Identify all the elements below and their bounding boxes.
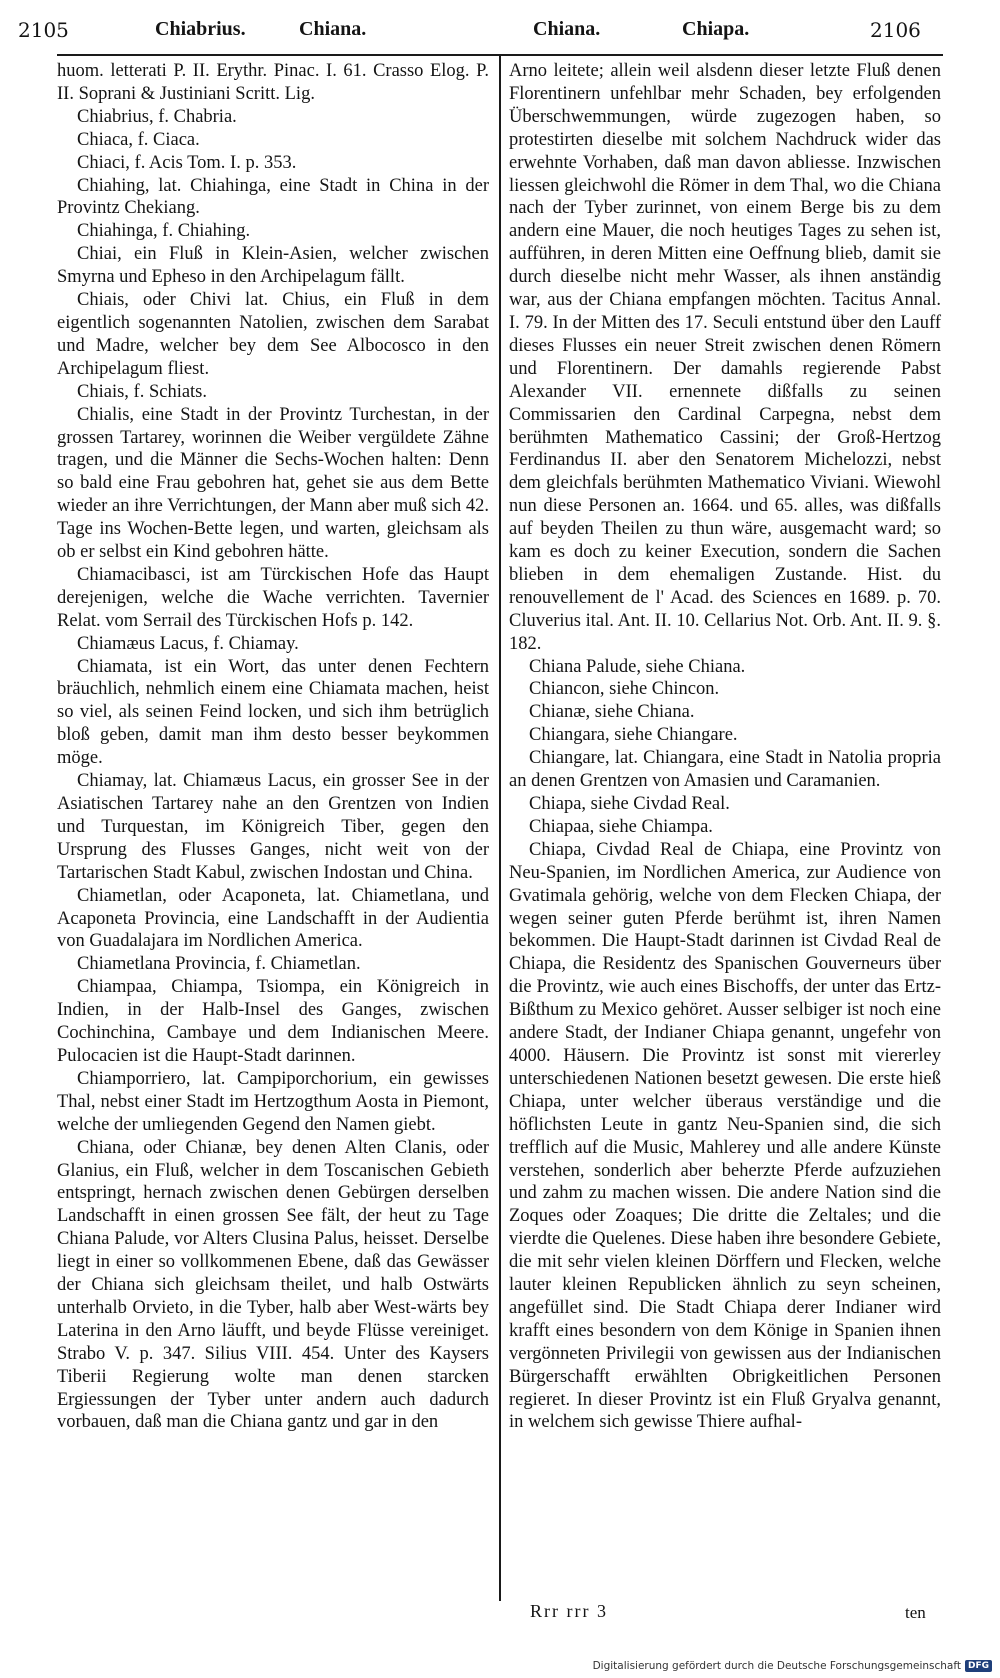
dictionary-entry: Chiamporriero, lat. Campiporchorium, ein gewisses Thal, nebst einer Stadt im Hertzogthum Aosta in Piemont, welche der umliegenden Gegend den Namen giebt.: [57, 1068, 489, 1135]
footer-text: Digitalisierung gefördert durch die Deutsche Forschungsgemeinschaft: [592, 1660, 961, 1672]
header-word-4: Chiapa.: [682, 18, 750, 40]
dictionary-entry: Chiai, ein Fluß in Klein-Asien, welcher zwischen Smyrna und Epheso in den Archipelagum fällt.: [57, 244, 489, 288]
dictionary-entry: Chiais, f. Schiats.: [77, 381, 208, 402]
left-column: [57, 60, 489, 1434]
column-divider: [499, 56, 501, 1601]
dictionary-entry: Chiapa, Civdad Real de Chiapa, eine Provintz von Neu-Spanien, im Nordlichen America, zur Audience von Gvatimala gehörig, welche von dem Flecken Chiapa, der wegen seiner guten Pferde berühmt ist, ihren Namen bekommen. Die Haupt-Stadt darinnen ist Civdad Real de Chiapa, die Residentz des Spanischen Gouverneurs über die Provintz, wie auch eines Bischoffs, der unter das Ertz-Bißthum zu Mexico gehöret. Ausser selbiger ist noch eine andere Stadt, der Indianer Chiapa genannt, ungefehr von 4000. Häusern. Die Provintz ist sonst mit viererley unterschiedenen Nationen besetzt gewesen. Die erste hieß Chiapa, unter welcher überaus verständige und die höflichsten Leute in gantz Neu-Spanien sind, die sich trefflich auf die Music, Mahlerey und alle andere Künste verstehen, sonderlich aber beherzte Pferde aufzuziehen und zahm zu machen wissen. Die andere Nation sind die Zoques oder Zoaques; Die dritte die Zeltales; und die vierdte die Quelenes. Diese haben ihre besondere Gebiete, die mit sehr vielen kleinen Dörffern und Flecken, welche lauter kleinen Republicken ähnlich zu seyn scheinen, angefüllet sind. Die Stadt Chiapa derer Indianer wird krafft eines besondern von dem Könige in Spanien ihnen vergönneten Privilegii von gewissen aus der Indianischen Bürgerschafft erwählten Obrigkeitlichen Personen regieret. In dieser Provintz ist ein Fluß Gryalva genannt, in welchem sich gewisse Thiere aufhal-: [509, 839, 941, 1433]
dictionary-entry: Chianæ, siehe Chiana.: [529, 702, 695, 723]
dictionary-entry: huom. letterati P. II. Erythr. Pinac. I. 61. Crasso Elog. P. II. Soprani & Justiniani Scritt. Lig.: [57, 61, 489, 104]
dictionary-entry: Chiametlan, oder Acaponeta, lat. Chiametlana, und Acaponeta Provincia, eine Landschafft in der Audientia von Guadalajara im Nordlichen America.: [57, 885, 489, 952]
page-number-right: 2106: [870, 18, 921, 42]
dictionary-entry: Chiana, oder Chianæ, bey denen Alten Clanis, oder Glanius, ein Fluß, welcher in dem Toscanischen Gebieth entspringt, hernach zwischen denen Gebürgen derselben Landschafft in einen grossen See fält, der heut zu Tage Chiana Palude, vor Alters Clusina Palus, heisset. Derselbe liegt in einer so vollkommenen Ebene, daß das Gewässer der Chiana sich gleichsam theilet, und halb Ostwärts unterhalb Orvieto, in die Tyber, halb aber West-wärts bey Laterina in den Arno läufft, und beyde Flüsse vereiniget. Strabo V. p. 347. Silius VIII. 454. Unter des Kaysers Tiberii Regierung wolte man denen starcken Ergiessungen der Tyber unter andern auch dadurch vorbauen, daß man die Chiana gantz und gar in den: [57, 1137, 489, 1433]
right-column: [509, 60, 941, 1434]
running-header: [14, 6, 944, 46]
dictionary-entry: Chiamacibasci, ist am Türckischen Hofe das Haupt derejenigen, welche die Wache verrichten. Tavernier Relat. vom Serrail des Türckischen Hofs p. 142.: [57, 564, 489, 631]
header-word-2: Chiana.: [299, 18, 367, 40]
dictionary-entry: Chiabrius, f. Chabria.: [77, 106, 237, 127]
catchword: ten: [905, 1603, 926, 1622]
header-word-1: Chiabrius.: [155, 18, 246, 40]
dictionary-entry: Chiaca, f. Ciaca.: [77, 129, 200, 150]
dictionary-entry: Chiamata, ist ein Wort, das unter denen Fechtern bräuchlich, nehmlich einem eine Chiamata machen, heist so viel, als seinen Feind locken, und sich ihm betrüglich bloß geben, damit man ihm desto besser beykommen möge.: [57, 656, 489, 769]
dictionary-entry: Chiapa, siehe Civdad Real.: [529, 794, 730, 814]
dictionary-entry: Chiampaa, Chiampa, Tsiompa, ein Königreich in Indien, in der Halb-Insel des Ganges, zwischen Cochinchina, Cambaye und dem Indianischen Meere. Pulocacien ist die Haupt-Stadt darinnen.: [57, 977, 489, 1066]
dictionary-entry: Chiangara, siehe Chiangare.: [529, 725, 738, 746]
dictionary-entry: Chiaci, f. Acis Tom. I. p. 353.: [77, 152, 297, 173]
dictionary-entry: Chiancon, siehe Chincon.: [529, 679, 720, 700]
dictionary-entry: Chiametlana Provincia, f. Chiametlan.: [77, 954, 361, 975]
footer-credit: [593, 1659, 992, 1673]
dfg-logo: DFG: [965, 1660, 992, 1672]
dictionary-entry: Chialis, eine Stadt in der Provintz Turchestan, in der grossen Tartarey, worinnen die Weiber vergüldete Zähne tragen, und die Männer die Sechs-Wochen halten: Denn so bald eine Frau gebohren hat, gehet sie aus dem Bette wieder an ihre Verrichtungen, der Mann aber muß sich 42. Tage ins Wochen-Bette legen, und warten, gleichsam als ob er selbst ein Kind gebohren hätte.: [57, 404, 489, 563]
signature-mark: Rrr rrr 3: [530, 1601, 608, 1621]
dictionary-entry: Chiana Palude, siehe Chiana.: [529, 656, 746, 677]
dictionary-entry: Chiapaa, siehe Chiampa.: [529, 816, 713, 837]
dictionary-entry: Chiangare, lat. Chiangara, eine Stadt in Natolia propria an denen Grentzen von Amasien und Caramanien.: [509, 748, 941, 792]
dictionary-entry: Chiamay, lat. Chiamæus Lacus, ein grosser See in der Asiatischen Tartarey nahe an den Grentzen von Indien und Turquestan, im Königreich Tiber, gegen den Ursprung des Flusses Ganges, nicht weit von der Tartarischen Stadt Kabul, zwischen Indostan und China.: [57, 771, 489, 883]
dictionary-entry: Chiahinga, f. Chiahing.: [77, 221, 251, 242]
dictionary-entry: Arno leitete; allein weil alsdenn dieser letzte Fluß denen Florentinern unfehlbar mehr Schaden, bey erfolgenden Überschwemmungen, würde zugezogen haben, so protestirten dieselbe mit solchem Nachdruck wider das erwehnte Vorhaben, daß man davon abliesse. Inzwischen liessen gleichwohl die Römer in dem Thal, wo die Chiana nach der Tyber zurinnet, von einem Berge bis zu dem andern eine Mauer, die noch heutiges Tages zu sehen ist, aufführen, in deren Mitten eine Oeffnung blieb, damit sie durch dieselbe nicht mehr Wasser, als ihnen anständig war, aus der Chiana empfangen möchten. Tacitus Annal. I. 79. In der Mitten des 17. Seculi entstund über den Lauff dieses Flusses ein neuer Streit zwischen denen Römern und Florentinern. Der damahls regierende Pabst Alexander VII. ernennete dißfalls zu seinen Commissarien den Cardinal Carpegna, nebst dem berühmten Mathematico Cassini; der Groß-Hertzog Ferdinandus II. aber den Senatorem Michelozzi, nebst dem gleichfals berühmten Mathematico Viviani. Wiewohl nun diese Personen an. 1664. und 65. alles, was dißfalls auf beyden Theilen zu thun wäre, ausgemacht ward; so kam es doch zu keiner Execution, sondern die Sachen blieben in dem ehemaligen Zustande. Hist. du renouvellement de l' Acad. des Sciences en 1689. p. 70. Cluverius ital. Ant. II. 10. Cellarius Not. Orb. Ant. II. 9. §. 182.: [509, 61, 941, 654]
dictionary-entry: Chiamæus Lacus, f. Chiamay.: [77, 633, 299, 654]
dictionary-entry: Chiahing, lat. Chiahinga, eine Stadt in China in der Provintz Chekiang.: [57, 175, 489, 219]
dictionary-entry: Chiais, oder Chivi lat. Chius, ein Fluß in dem eigentlich sogenannten Natolien, zwischen dem Sarabat und Madre, welcher bey dem See Albocosco in den Archipelagum fliest.: [57, 290, 489, 379]
page-number-left: 2105: [18, 18, 69, 42]
header-word-3: Chiana.: [533, 18, 601, 40]
